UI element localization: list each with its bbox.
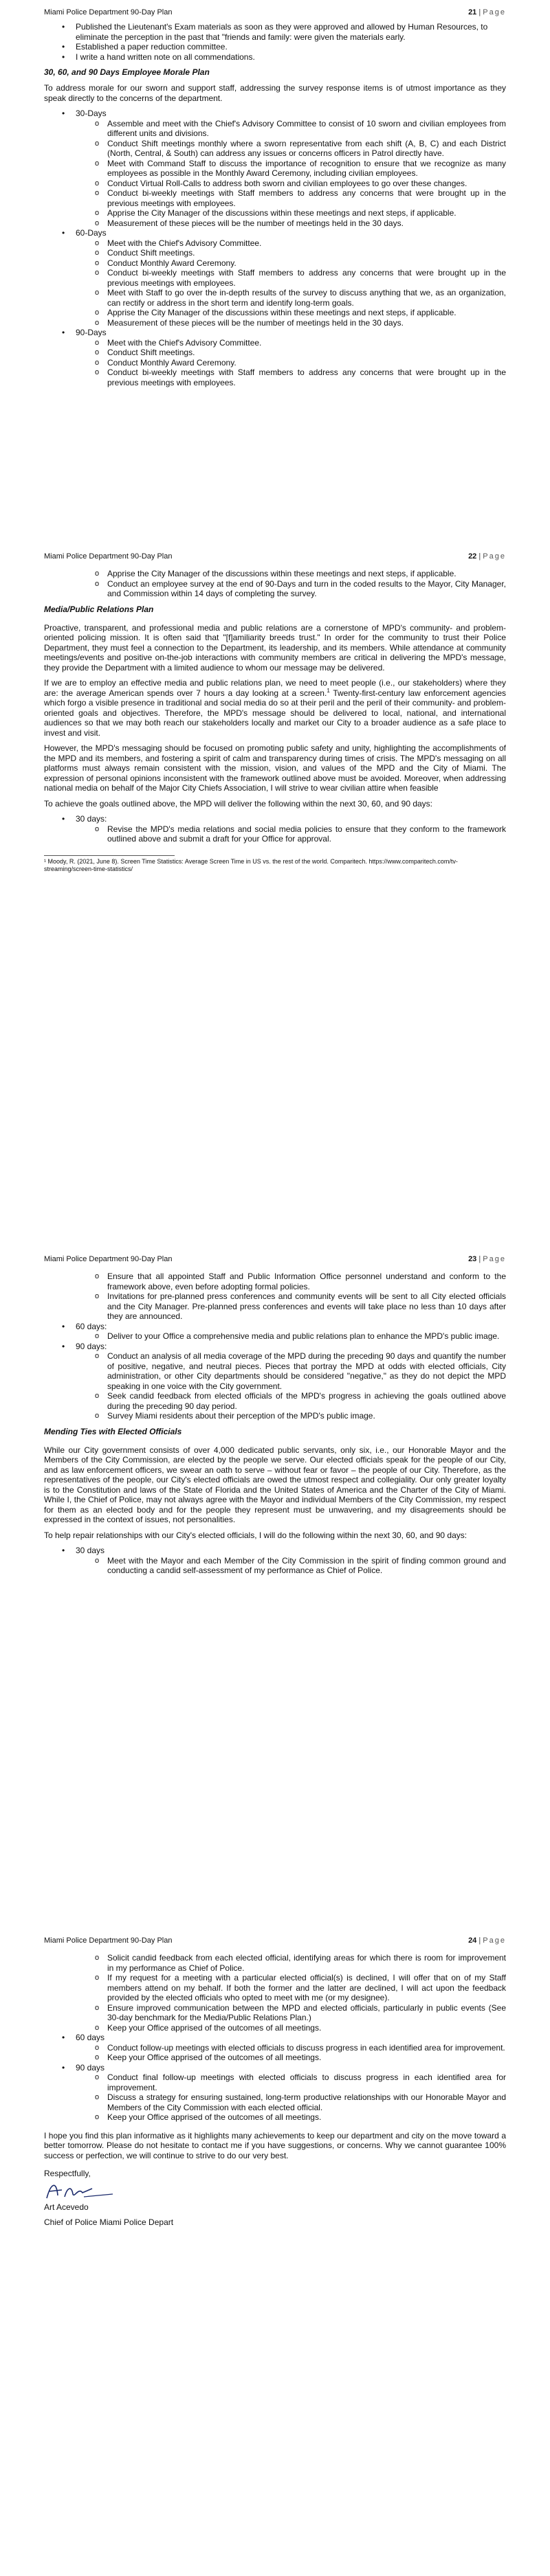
sub-item: o Conduct an employee survey at the end of 90-Days and turn in the coded results to the Mayor, City Manager, and Commission within 14 days of completing the survey.: [44, 579, 506, 599]
sub-item: o Conduct bi-weekly meetings with Staff members to address any concerns that were brought up in the previous meetings with employees.: [76, 188, 506, 208]
list-item: • 60 days o Conduct follow-up meetings with elected officials to discuss progress in each identified area for improvement. o Keep your Office apprised of the outcomes of all meetings.: [44, 2033, 506, 2063]
sub-item: o Conduct Monthly Award Ceremony.: [76, 358, 506, 368]
mending-60-90-day-list: [44, 2033, 506, 2123]
carry-over-list: [44, 1272, 506, 1322]
sub-item: o Keep your Office apprised of the outcomes of all meetings.: [76, 2053, 506, 2063]
page-23: [0, 1247, 550, 1927]
sub-item: o Deliver to your Office a comprehensive media and public relations plan to enhance the MPD's public image.: [76, 1331, 506, 1342]
sub-item: o Meet with Staff to go over the in-depth results of the survey to discuss anything that we, as an organization, can rectify or address in the short term and identify long-term goals.: [76, 288, 506, 308]
list-item: • I write a hand written note on all commendations.: [44, 52, 506, 63]
footnote-mark: 1: [327, 687, 330, 694]
sub-item: o Measurement of these pieces will be the number of meetings held in the 30 days.: [76, 318, 506, 328]
list-item: • 60-Days o Meet with the Chief's Advisory Committee. o Conduct Shift meetings. o Conduct Monthly Award Ceremony. o Conduct bi-weekly meetings with Staff members to address any concerns that were brought up in the previous meetings with employees. o Meet with Staff to go over the in-depth results of the survey to discuss anything that we, as an organization, can rectify or address in the short term and identify long-term goals. o Apprise the City Manager of the discussions within these meetings and next steps, if applicable. o Measurement of these pieces will be the number of meetings held in the 30 days.: [44, 228, 506, 328]
sub-item: o Revise the MPD's media relations and social media policies to ensure that they conform to the framework outlined above and submit a draft for your Office for approval.: [76, 824, 506, 844]
footnote-divider: [44, 855, 175, 856]
sub-item: o Keep your Office apprised of the outcomes of all meetings.: [76, 2112, 506, 2123]
sub-item: o Conduct final follow-up meetings with elected officials to discuss progress in each identified area for improvement.: [76, 2072, 506, 2092]
page-24: [0, 1927, 550, 2576]
list-item: • 90 days o Conduct final follow-up meetings with elected officials to discuss progress in each identified area for improvement. o Discuss a strategy for ensuring sustained, long-term productive relationships with our Honorable Mayor and Members of the City Commission with each elected official. o Keep your Office apprised of the outcomes of all meetings.: [44, 2063, 506, 2123]
section-heading: 30, 60, and 90 Days Employee Morale Plan: [44, 67, 210, 77]
sub-item: o Assemble and meet with the Chief's Advisory Committee to consist of 10 sworn and civilian employees from different units and divisions.: [76, 119, 506, 139]
sub-item: o Survey Miami residents about their perception of the MPD's public image.: [76, 1411, 506, 1421]
signature: [44, 2179, 506, 2202]
footnote: ¹ Moody, R. (2021, June 8). Screen Time Statistics: Average Screen Time in US vs. the rest of the world. Comparitech. https://www.comparitech.com/tv-streaming/screen-time-statistics/: [44, 857, 458, 872]
page-number: 23 | Page: [468, 1255, 506, 1263]
sub-item: o Conduct Shift meetings.: [76, 248, 506, 258]
sub-item: o Conduct an analysis of all media coverage of the MPD during the preceding 90 days and quantify the number of positive, negative, and neutral pieces. Pieces that portray the MPD at odds with elected officials, City administration, or other City departments should be considered "negative," as they do not depict the MPD speaking in one voice with the City government.: [76, 1351, 506, 1391]
sub-item: o Keep your Office apprised of the outcomes of all meetings.: [44, 2023, 506, 2033]
sub-item: o Conduct bi-weekly meetings with Staff members to address any concerns that were brought up in the previous meetings with employees.: [76, 368, 506, 387]
list-item: • 90 days: o Conduct an analysis of all media coverage of the MPD during the preceding 90 days and quantify the number of positive, negative, and neutral pieces. Pieces that portray the MPD at odds with elected officials, City administration, or other City departments should be considered "negative," as they do not depict the MPD speaking in one voice with the City government. o Seek candid feedback from elected officials of the MPD's progress in achieving the goals outlined above during the preceding 90 day period. o Survey Miami residents about their perception of the MPD's public image.: [44, 1342, 506, 1421]
sub-item: o Ensure that all appointed Staff and Public Information Office personnel understand and conform to the framework above, even before adopting formal policies.: [44, 1272, 506, 1291]
paragraph: However, the MPD's messaging should be focused on promoting public safety and unity, highlighting the accomplishments of the MPD and its members, and fostering a spirit of calm and transparency during times of crisis. The MPD's messaging on all platforms must always remain consistent with the mission, vision, and values of the MPD and the City of Miami. The expression of personal opinions inconsistent with the framework outlined above must be avoided. Moreover, when addressing national media on behalf of the Major City Chiefs Association, I will strive to wear civilian attire when feasible: [44, 743, 506, 793]
paragraph: Proactive, transparent, and professional media and public relations are a cornerstone of MPD's community- and problem-oriented policing mission. It is often said that "[f]amiliarity breeds trust." In order for the community to trust their Police Department, they must feel a connection to the Department, its leadership, and its members. While attendance at community meetings/events and positive on-the-job interactions with community members are critical in delivering the MPD's message, they provide the Department with a limited audience to whom our message may be delivered.: [44, 622, 506, 673]
page-21: [0, 0, 550, 543]
sub-item: o Apprise the City Manager of the discussions within these meetings and next steps, if applicable.: [76, 208, 506, 218]
section-heading: Mending Ties with Elected Officials: [44, 1426, 182, 1436]
header-title: Miami Police Department 90-Day Plan: [44, 1936, 173, 1945]
morale-plan-list: [44, 109, 506, 387]
sub-item: o Meet with the Chief's Advisory Committee.: [76, 338, 506, 348]
sub-item: o Conduct Monthly Award Ceremony.: [76, 258, 506, 269]
sub-item: o Meet with the Mayor and each Member of the City Commission in the spirit of finding common ground and conducting a candid self-assessment of my performance as Chief of Police.: [76, 1556, 506, 1576]
list-item: • 30 days o Meet with the Mayor and each Member of the City Commission in the spirit of finding common ground and conducting a candid self-assessment of my performance as Chief of Police.: [44, 1546, 506, 1576]
page-number: 21 | Page: [468, 8, 506, 16]
page-header: [44, 1247, 506, 1263]
sub-item: o Ensure improved communication between the MPD and elected officials, particularly in public events (See 30-day benchmark for the Media/Public Relations Plan.): [44, 2003, 506, 2023]
paragraph: To address morale for our sworn and support staff, addressing the survey response items is of utmost importance as they speak directly to the concerns of the department.: [44, 83, 506, 103]
sub-item: o Seek candid feedback from elected officials of the MPD's progress in achieving the goals outlined above during the preceding 90 day period.: [76, 1391, 506, 1411]
list-item: • 30-Days o Assemble and meet with the Chief's Advisory Committee to consist of 10 sworn and civilian employees from different units and divisions. o Conduct Shift meetings monthly where a sworn representative from each shift (A, B, C) and each District (North, Central, & South) can address any issues or concerns officers in Patrol directly have. o Meet with Command Staff to discuss the importance of recognition to ensure that we recognize as many employees as possible in the Monthly Award Ceremony, including civilian employees. o Conduct Virtual Roll-Calls to address both sworn and civilian employees to go over these changes. o Conduct bi-weekly meetings with Staff members to address any concerns that were brought up in the previous meetings with employees. o Apprise the City Manager of the discussions within these meetings and next steps, if applicable. o Measurement of these pieces will be the number of meetings held in the 30 days.: [44, 109, 506, 228]
list-item: • 60 days: o Deliver to your Office a comprehensive media and public relations plan to enhance the MPD's public image.: [44, 1322, 506, 1342]
sub-item: o Apprise the City Manager of the discussions within these meetings and next steps, if applicable.: [44, 569, 506, 579]
sub-item: o Invitations for pre-planned press conferences and community events will be sent to all City elected officials and the City Manager. Pre-planned press conferences and events will take place no less than 10 days after they are announced.: [44, 1291, 506, 1322]
respectfully: Respectfully,: [44, 2169, 91, 2178]
sub-item: o Measurement of these pieces will be the number of meetings held in the 30 days.: [76, 218, 506, 229]
sub-item: o Conduct follow-up meetings with elected officials to discuss progress in each identified area for improvement.: [76, 2043, 506, 2053]
top-bullet-list: [44, 22, 506, 62]
page-header: [44, 0, 506, 16]
paragraph: To help repair relationships with our City's elected officials, I will do the following within the next 30, 60, and 90 days:: [44, 1530, 468, 1540]
list-item: • 90-Days o Meet with the Chief's Advisory Committee. o Conduct Shift meetings. o Conduct Monthly Award Ceremony. o Conduct bi-weekly meetings with Staff members to address any concerns that were brought up in the previous meetings with employees.: [44, 328, 506, 387]
header-title: Miami Police Department 90-Day Plan: [44, 552, 173, 561]
header-title: Miami Police Department 90-Day Plan: [44, 8, 173, 16]
carry-over-list: [44, 1953, 506, 2033]
sub-item: o Conduct bi-weekly meetings with Staff members to address any concerns that were brought up in the previous meetings with employees.: [76, 268, 506, 288]
page-number: 24 | Page: [468, 1936, 506, 1945]
page-22: [0, 543, 550, 1247]
sub-item: o Conduct Virtual Roll-Calls to address both sworn and civilian employees to go over these changes.: [76, 179, 506, 189]
section-heading: Media/Public Relations Plan: [44, 604, 154, 614]
list-item: • Published the Lieutenant's Exam materials as soon as they were approved and allowed by Human Resources, to eliminate the perception in the past that "friends and family: were given the materials early.: [44, 22, 506, 42]
sub-item: o Conduct Shift meetings monthly where a sworn representative from each shift (A, B, C) and each District (North, Central, & South) can address any issues or concerns officers in Patrol directly have.: [76, 139, 506, 159]
sub-item: o Solicit candid feedback from each elected official, identifying areas for which there is room for improvement in my performance as Chief of Police.: [44, 1953, 506, 1973]
closing-paragraph: I hope you find this plan informative as it highlights many achievements to keep our department and city on the move toward a better tomorrow. Please do not hesitate to contact me if you have suggestions, or concerns. Why we cannot guarantee 100% success or perfection, we will continue to strive to do our very best.: [44, 2130, 506, 2160]
paragraph: If we are to employ an effective media and public relations plan, we need to meet people (i.e., our stakeholders) where they are: the average American spends over 7 hours a day looking at a screen.$^1$ Twenty-first-century law enforcement agencies which forgo a visible presence in traditional and social media do so at their peril and the peril of their community- and problem-oriented goals and objectives. Therefore, the MPD's message should be delivered to local, national, and international audiences so that we may both reach our stakeholders locally and market our City to a broader audience as a safe place to invest and visit.: [44, 678, 506, 738]
sub-item: o Meet with the Chief's Advisory Committee.: [76, 238, 506, 249]
page-number: 22 | Page: [468, 552, 506, 561]
mending-30-day-list: [44, 1546, 506, 1576]
sub-item: o Conduct Shift meetings.: [76, 348, 506, 358]
media-30-day-list: [44, 814, 506, 844]
paragraph: While our City government consists of over 4,000 dedicated public servants, only six, i.e., our Honorable Mayor and the Members of the City Commission, are elected by the people we serve. Our elected officials speak for the people of our City, and as law enforcement officers, we swear an oath to serve – without fear or favor – the people of our City. Therefore, as the representatives of the people, our City's elected officials are owed the utmost respect and collegiality. Our only greater loyalty is to the Constitution and laws of the State of Florida and the United States of America and the Charter of the City of Miami. While I, the Chief of Police, may not always agree with the Mayor and individual Members of the City Commission, my respect for them as an elected body and for the people they represent must be unwavering, and my disagreements should be expressed in the context of issues, not personalities.: [44, 1445, 506, 1524]
list-item: • 30 days: o Revise the MPD's media relations and social media policies to ensure that they conform to the framework outlined above and submit a draft for your Office for approval.: [44, 814, 506, 844]
paragraph: To achieve the goals outlined above, the MPD will deliver the following within the next 30, 60, and 90 days:: [44, 798, 433, 809]
signer-name: Art Acevedo: [44, 2202, 89, 2212]
header-title: Miami Police Department 90-Day Plan: [44, 1255, 173, 1263]
carry-over-list: [44, 569, 506, 599]
sub-item: o Meet with Command Staff to discuss the importance of recognition to ensure that we recognize as many employees as possible in the Monthly Award Ceremony, including civilian employees.: [76, 159, 506, 179]
sub-item: o If my request for a meeting with a particular elected official(s) is declined, I will offer that on of my Staff members attend on my behalf. If both the former and the latter are declined, I will act upon the feedback provided by the elected officials who opted to meet with me (or my designee).: [44, 1973, 506, 2003]
page-header: [44, 1927, 506, 1945]
signature-mark: [44, 2179, 126, 2202]
sub-item: o Discuss a strategy for ensuring sustained, long-term productive relationships with our Honorable Mayor and Members of the City Commission with each elected official.: [76, 2092, 506, 2112]
media-60-90-day-list: [44, 1322, 506, 1421]
signer-title: Chief of Police Miami Police Depart: [44, 2217, 174, 2227]
page-header: [44, 543, 506, 561]
list-item: • Established a paper reduction committee.: [44, 42, 506, 52]
sub-item: o Apprise the City Manager of the discussions within these meetings and next steps, if applicable.: [76, 308, 506, 318]
